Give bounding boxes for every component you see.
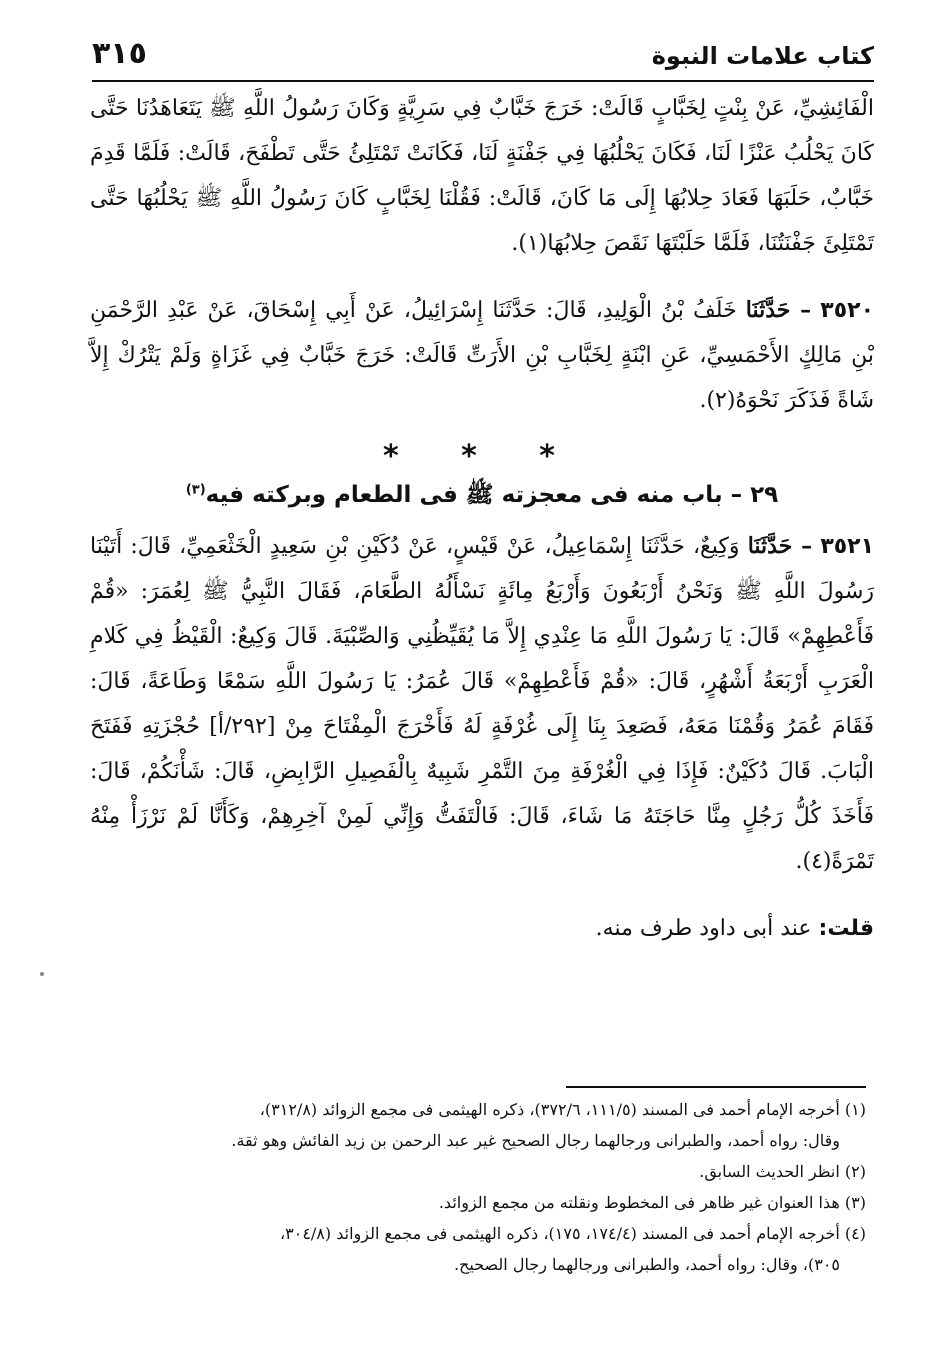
chapter-heading	[90, 480, 874, 514]
book-title: كتاب علامات النبوة	[651, 42, 874, 70]
footnote-4: (٤) أخرجه الإمام أحمد فى المسند (١٧٤/٤، ١٧٥)، ذكره الهيثمى فى مجمع الزوائد (٣٠٤/٨،	[279, 1224, 866, 1243]
text-line: حَتَّى كَانَ يَحْلُبُ عَنْزًا لَنَا، فَكَانَ يَحْلُبُهَا فِي جَفْنَةٍ لَنَا، فَكَانَتْ تَمْتَلِئُ حَتَّى تَطْفَحَ، قَالَتْ:	[90, 96, 874, 166]
text-line: كَلامِ الْعَرَبِ أَرْبَعَةُ أَشْهُرٍ، قَالَ: «قُمْ فَأَعْطِهِمْ» قَالَ عُمَرُ: يَا رَسُولَ اللَّهِ سَمْعًا وَطَاعَةً،	[90, 624, 874, 694]
hadith-3521	[90, 524, 874, 884]
text-line: ﷺ يَحْلُبُهَا حَتَّى تَمْتَلِئَ جَفْنَتُنَا، فَلَمَّا حَلَبْتَهَا نَقَصَ حِلابُهَا(١).	[90, 186, 874, 256]
footnote-4-continued: ٣٠٥)، وقال: رواه أحمد، والطبرانى ورجالهما رجال الصحيح.	[453, 1255, 840, 1274]
main-text	[90, 86, 874, 951]
text-line: خَلَفُ بْنُ الْوَلِيدِ، قَالَ: حَدَّثَنَا إِسْرَائِيلُ، عَنْ أَبِي إِسْحَاقَ، عَنْ عَبْدِ	[167, 298, 737, 323]
hadith-number: ٣٥٢١	[820, 534, 875, 559]
text-line: قَالَ: فَقَامَ عُمَرُ وَقُمْنَا مَعَهُ، فَصَعِدَ بِنَا إِلَى غُرْفَةٍ لَهُ فَأَخْرَجَ الْمِفْتَاحَ مِنْ [٢٩٢/أ] حُجْزَتِهِ	[90, 669, 874, 739]
footnote-1-continued: وقال: رواه أحمد، والطبرانى ورجالهما رجال الصحيح غير عبد الرحمن بن زيد الفائش وهو ثقة.	[231, 1131, 840, 1150]
chapter-title: ٢٩ – باب منه فى معجزته ﷺ فى الطعام وبركته فيه	[205, 482, 779, 508]
page-number: ٣١٥	[92, 36, 147, 71]
footnote-3: (٣) هذا العنوان غير ظاهر فى المخطوط ونقلته من مجمع الزوائد.	[438, 1193, 866, 1212]
text-line: الرَّحْمَنِ بْنِ مَالِكٍ الأَحْمَسِيِّ، عَنِ ابْنَةٍ لِخَبَّابِ بْنِ الأَرَتِّ قَالَتْ: خَرَجَ خَبَّابٌ فِي غَزَاةٍ	[90, 298, 874, 368]
scan-speck	[40, 972, 44, 976]
footnote-reference: (٣)	[185, 482, 206, 498]
text-line: الْفَائِشِيِّ، عَنْ بِنْتٍ لِخَبَّابٍ قَالَتْ: خَرَجَ خَبَّابٌ فِي سَرِيَّةٍ وَكَانَ رَسُولُ اللَّهِ ﷺ يَتَعَاهَدُنَا	[135, 96, 874, 121]
footnote-1: (١) أخرجه الإمام أحمد فى المسند (١١١/٥، ٣٧٢/٦)، ذكره الهيثمى فى مجمع الزوائد (٣١٢/٨)،	[259, 1100, 866, 1119]
text-line: قَالَ: فَأَخَذَ كُلُّ رَجُلٍ مِنَّا حَاجَتَهُ مَا شَاءَ، قَالَ: فَالْتَفَتُّ وَإِنِّي لَمِنْ آخِرِهِمْ، وَكَأَنَّا لَمْ نَرْزَأْ	[90, 759, 874, 829]
hadith-lead: – حَدَّثَنَا	[747, 533, 813, 559]
footnotes	[92, 1094, 866, 1280]
text-line: وَكِيعٌ، حَدَّثَنَا إِسْمَاعِيلُ، عَنْ قَيْسٍ، عَنْ دُكَيْنِ بْنِ سَعِيدٍ الْخَثْعَمِيِّ،	[179, 534, 740, 559]
intro-paragraph	[90, 86, 874, 266]
hadith-lead: – حَدَّثَنَا	[745, 297, 812, 323]
footnote-divider	[566, 1086, 866, 1088]
hadith-3520	[90, 288, 874, 423]
text-line: فَلَمَّا قَدِمَ خَبَّابٌ، حَلَبَهَا فَعَادَ حِلابُهَا إِلَى مَا كَانَ، قَالَتْ: فَقُلْنَا لِخَبَّابٍ كَانَ رَسُولُ اللَّهِ	[90, 141, 874, 211]
editor-note-label: قلت:	[818, 916, 874, 941]
editor-note-text: عند أبى داود طرف منه.	[595, 916, 812, 941]
running-header	[92, 34, 874, 78]
text-line: «قُمْ فَأَعْطِهِمْ» قَالَ: يَا رَسُولَ اللَّهِ مَا عِنْدِي إِلاَّ مَا يُقَيِّظُنِي وَالصِّبْيَةَ. قَالَ وَكِيعٌ: الْقَيْظُ فِي	[90, 579, 875, 649]
hadith-number: ٣٥٢٠	[820, 298, 874, 323]
editor-note	[90, 906, 874, 951]
text-line: قَالَ: أَتَيْنَا رَسُولَ اللَّهِ ﷺ وَنَحْنُ أَرْبَعُونَ وَأَرْبَعُ مِائَةٍ نَسْأَلُهُ الطَّعَامَ، فَقَالَ النَّبِيُّ ﷺ لِعُمَرَ:	[90, 534, 875, 604]
header-divider	[92, 80, 874, 82]
footnote-2: (٢) انظر الحديث السابق.	[699, 1162, 866, 1181]
section-separator: * * *	[383, 439, 581, 474]
text-line: مِنْهُ تَمْرَةً(٤).	[90, 804, 874, 874]
text-line: فَفَتَحَ الْبَابَ. قَالَ دُكَيْنٌ: فَإِذَا فِي الْغُرْفَةِ مِنَ التَّمْرِ شَبِيهٌ بِالْفَصِيلِ الرَّابِضِ، قَالَ: شَأْنَكُمْ،	[90, 714, 874, 784]
text-line: وَلَمْ يَتْرُكْ إِلاَّ شَاةً فَذَكَرَ نَحْوَهُ(٢).	[90, 343, 874, 413]
